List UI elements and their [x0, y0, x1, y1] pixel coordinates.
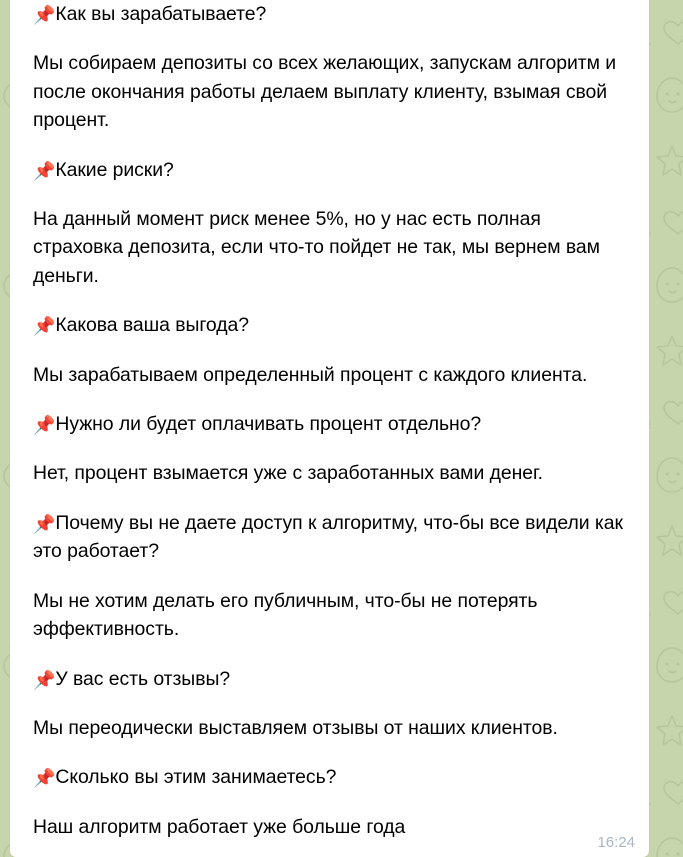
paragraph-text: Сколько вы этим занимаетесь? — [55, 766, 337, 789]
paragraph-text: Нет, процент взымается уже с заработанных вами денег. — [33, 462, 543, 485]
pushpin-icon: 📌 — [33, 415, 56, 436]
pushpin-icon: 📌 — [33, 160, 56, 181]
pushpin-icon: 📌 — [33, 768, 56, 789]
faq-question-line — [33, 156, 631, 184]
faq-question-line — [33, 410, 631, 438]
paragraph-text: На данный момент риск менее 5%, но у нас есть полная страховка депозита, если что-то пойдет не так, мы вернем вам деньги. — [33, 208, 600, 287]
paragraph-text: Нужно ли будет оплачивать процент отдельно? — [55, 413, 482, 436]
faq-question-line — [33, 311, 631, 339]
faq-answer-line — [33, 714, 631, 742]
pushpin-icon: 📌 — [33, 5, 56, 25]
paragraph-text: Мы зарабатываем определенный процент с каждого клиента. — [33, 363, 588, 386]
faq-answer-line — [33, 587, 631, 644]
message-bubble[interactable] — [10, 0, 649, 857]
faq-answer-line — [33, 205, 631, 290]
message-timestamp: 16:24 — [597, 834, 635, 851]
pushpin-icon: 📌 — [33, 316, 56, 337]
pushpin-icon: 📌 — [33, 513, 56, 534]
faq-question-line — [33, 0, 631, 28]
faq-answer-line — [33, 49, 631, 134]
paragraph-text: Мы не хотим делать его публичным, что-бы не потерять эффективность. — [33, 589, 538, 641]
paragraph-text: У вас есть отзывы? — [55, 667, 231, 690]
faq-question-line — [33, 763, 631, 791]
paragraph-text: Почему вы не даете доступ к алгоритму, что-бы все видели как это работает? — [33, 511, 623, 563]
faq-answer-line — [33, 361, 631, 389]
pushpin-icon: 📌 — [33, 669, 56, 690]
paragraph-text: Мы собираем депозиты со всех желающих, запускам алгоритм и после окончания работы делаем выплату клиенту, взымая свой процент. — [33, 52, 617, 132]
paragraph-text: Какие риски? — [55, 158, 174, 181]
paragraph-text: Как вы зарабатываете? — [55, 3, 267, 25]
faq-answer-line — [33, 459, 631, 487]
paragraph-text: Мы переодически выставляем отзывы от наших клиентов. — [33, 716, 558, 739]
paragraph-text: Какова ваша выгода? — [55, 314, 249, 337]
faq-question-line — [33, 509, 631, 566]
message-text-body — [10, 0, 639, 841]
paragraph-text: Наш алгоритм работает уже больше года — [33, 815, 406, 838]
faq-answer-line — [33, 813, 631, 841]
faq-question-line — [33, 665, 631, 693]
